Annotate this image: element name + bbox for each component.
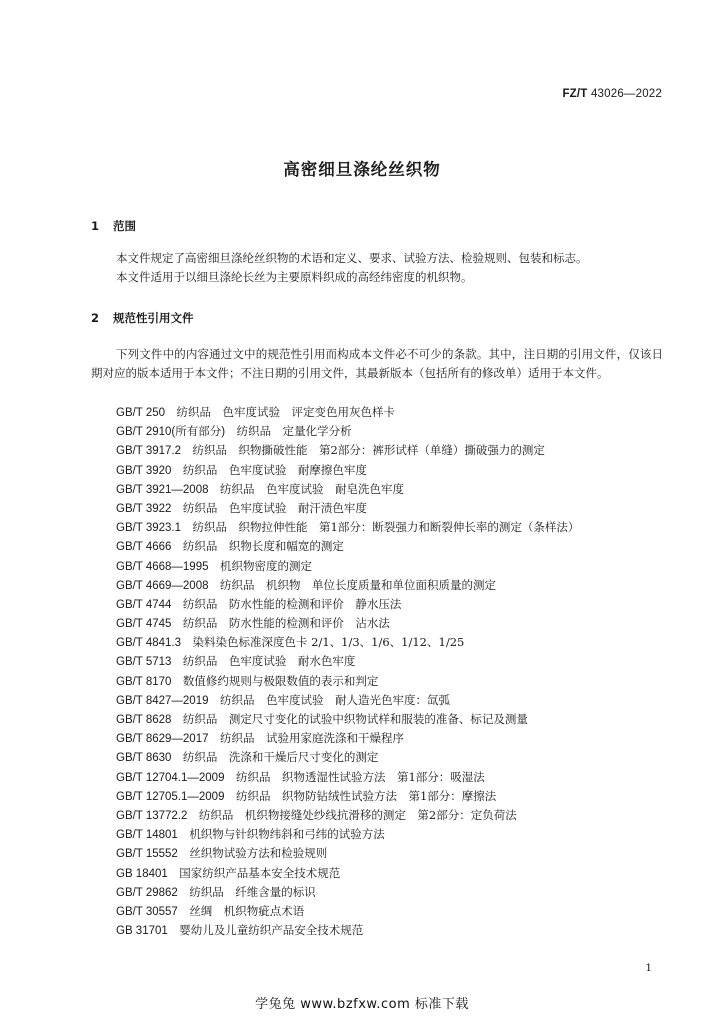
reference-item xyxy=(116,518,664,537)
reference-item xyxy=(116,633,664,652)
reference-code: GB/T 12705.1—2009 xyxy=(116,790,225,803)
reference-code: GB/T 2910(所有部分) xyxy=(116,426,226,439)
reference-code: GB/T 8629—2017 xyxy=(116,733,209,746)
reference-item xyxy=(116,403,664,422)
document-title: 高密细旦涤纶丝织物 xyxy=(283,160,441,179)
standard-code xyxy=(562,88,662,100)
reference-item xyxy=(116,806,664,825)
reference-item xyxy=(116,691,664,710)
reference-item xyxy=(116,480,664,499)
reference-title: 纺织品 防水性能的检测和评价 沾水法 xyxy=(182,616,390,631)
section-1-body xyxy=(91,249,663,287)
reference-item xyxy=(116,844,664,863)
reference-code: GB/T 8630 xyxy=(116,752,172,765)
section-title: 规范性引用文件 xyxy=(113,311,194,325)
reference-item xyxy=(116,768,664,787)
reference-title: 纺织品 色牢度试验 评定变色用灰色样卡 xyxy=(176,405,396,419)
reference-title: 机织物与针织物纬斜和弓纬的试验方法 xyxy=(189,827,385,842)
section-title: 范围 xyxy=(113,219,137,233)
reference-code: GB 18401 xyxy=(116,867,168,880)
section-number: 2 xyxy=(91,311,100,325)
reference-item xyxy=(116,825,664,844)
reference-title: 国家纺织产品基本安全技术规范 xyxy=(179,865,341,880)
reference-item xyxy=(116,614,664,633)
reference-code: GB/T 8170 xyxy=(116,675,172,688)
reference-item xyxy=(116,787,664,806)
paragraph: 下列文件中的内容通过文中的规范性引用而构成本文件必不可少的条款。其中，注日期的引用文件，仅该日期对应的版本适用于本文件；不注日期的引用文件，其最新版本（包括所有的修改单）适用于本文件。 xyxy=(91,347,663,380)
reference-code: GB/T 4841.3 xyxy=(116,637,181,650)
reference-item xyxy=(116,557,664,576)
reference-title: 纺织品 防水性能的检测和评价 静水压法 xyxy=(182,596,402,611)
section-number: 1 xyxy=(91,219,100,233)
reference-item xyxy=(116,921,664,940)
reference-code: GB/T 3917.2 xyxy=(116,445,181,458)
reference-title: 染料染色标准深度色卡 2/1、1/3、1/6、1/12、1/25 xyxy=(192,635,465,650)
page-number: 1 xyxy=(645,962,652,974)
reference-item xyxy=(116,499,664,518)
reference-title: 纺织品 色牢度试验 耐汗渍色牢度 xyxy=(182,500,367,515)
reference-code: GB/T 13772.2 xyxy=(116,809,188,822)
reference-title: 纺织品 纤维含量的标识 xyxy=(189,884,316,899)
standard-prefix: FZ/T xyxy=(562,88,588,100)
reference-item xyxy=(116,652,664,671)
reference-title: 纺织品 试验用家庭洗涤和干燥程序 xyxy=(220,731,404,746)
reference-code: GB/T 4668—1995 xyxy=(116,560,209,573)
reference-item xyxy=(116,441,664,460)
reference-code: GB/T 30557 xyxy=(116,905,178,918)
reference-list xyxy=(116,403,664,940)
reference-code: GB/T 8427—2019 xyxy=(116,694,209,707)
reference-item xyxy=(116,729,664,748)
reference-title: 纺织品 机织物 单位长度质量和单位面积质量的测定 xyxy=(220,577,496,592)
reference-title: 婴幼儿及儿童纺织产品安全技术规范 xyxy=(179,923,364,938)
reference-code: GB/T 4744 xyxy=(116,598,172,611)
standard-number: 43026—2022 xyxy=(590,88,662,100)
reference-title: 纺织品 色牢度试验 耐人造光色牢度：氙弧 xyxy=(220,692,450,707)
reference-code: GB/T 5713 xyxy=(116,656,172,669)
reference-item xyxy=(116,422,664,441)
footer-watermark: 学兔兔 www.bzfxw.com 标准下载 xyxy=(255,997,469,1012)
reference-item xyxy=(116,672,664,691)
section-2-heading xyxy=(91,310,194,326)
reference-title: 纺织品 测定尺寸变化的试验中织物试样和服装的准备、标记及测量 xyxy=(182,712,528,726)
reference-code: GB/T 4745 xyxy=(116,618,172,631)
reference-code: GB/T 15552 xyxy=(116,848,178,861)
reference-item xyxy=(116,902,664,921)
reference-title: 纺织品 定量化学分析 xyxy=(236,424,352,439)
reference-title: 丝绸 机织物疵点术语 xyxy=(189,903,305,918)
reference-code: GB/T 14801 xyxy=(116,829,178,842)
paragraph: 本文件适用于以细旦涤纶长丝为主要原料织成的高经纬密度的机织物。 xyxy=(116,270,473,284)
reference-title: 机织物密度的测定 xyxy=(220,558,312,573)
reference-code: GB/T 4666 xyxy=(116,541,172,554)
reference-title: 纺织品 色牢度试验 耐水色牢度 xyxy=(182,654,356,669)
reference-code: GB/T 3922 xyxy=(116,502,172,515)
reference-title: 纺织品 色牢度试验 耐皂洗色牢度 xyxy=(220,481,404,496)
reference-code: GB/T 8628 xyxy=(116,714,172,726)
reference-item xyxy=(116,748,664,767)
reference-code: GB/T 3923.1 xyxy=(116,522,181,535)
reference-code: GB/T 4669—2008 xyxy=(116,579,209,592)
reference-code: GB/T 3920 xyxy=(116,464,172,477)
reference-item xyxy=(116,883,664,902)
reference-title: 数值修约规则与极限数值的表示和判定 xyxy=(182,673,379,688)
reference-title: 纺织品 织物防钻绒性试验方法 第1部分：摩擦法 xyxy=(235,788,497,803)
section-2-body xyxy=(91,345,663,383)
reference-item xyxy=(116,576,664,595)
reference-title: 纺织品 色牢度试验 耐摩擦色牢度 xyxy=(182,462,367,477)
reference-item xyxy=(116,864,664,883)
section-1-heading xyxy=(91,218,136,234)
reference-code: GB 31701 xyxy=(116,925,168,938)
reference-code: GB/T 250 xyxy=(116,407,166,419)
reference-title: 丝织物试验方法和检验规则 xyxy=(189,846,328,861)
reference-item xyxy=(116,595,664,614)
reference-title: 纺织品 织物长度和幅宽的测定 xyxy=(182,539,344,554)
reference-item xyxy=(116,710,664,729)
reference-code: GB/T 12704.1—2009 xyxy=(116,771,225,784)
reference-title: 纺织品 洗涤和干燥后尺寸变化的测定 xyxy=(182,750,379,765)
reference-title: 纺织品 机织物接缝处纱线抗滑移的测定 第2部分：定负荷法 xyxy=(198,807,517,822)
reference-title: 纺织品 织物拉伸性能 第1部分：断裂强力和断裂伸长率的测定（条样法） xyxy=(192,520,580,535)
reference-item xyxy=(116,461,664,480)
reference-code: GB/T 29862 xyxy=(116,886,178,899)
reference-title: 纺织品 织物透湿性试验方法 第1部分：吸湿法 xyxy=(235,769,485,784)
reference-item xyxy=(116,537,664,556)
reference-code: GB/T 3921—2008 xyxy=(116,483,209,496)
reference-title: 纺织品 织物撕破性能 第2部分：裤形试样（单缝）撕破强力的测定 xyxy=(192,443,545,458)
paragraph: 本文件规定了高密细旦涤纶丝织物的术语和定义、要求、试验方法、检验规则、包装和标志。 xyxy=(116,251,588,265)
